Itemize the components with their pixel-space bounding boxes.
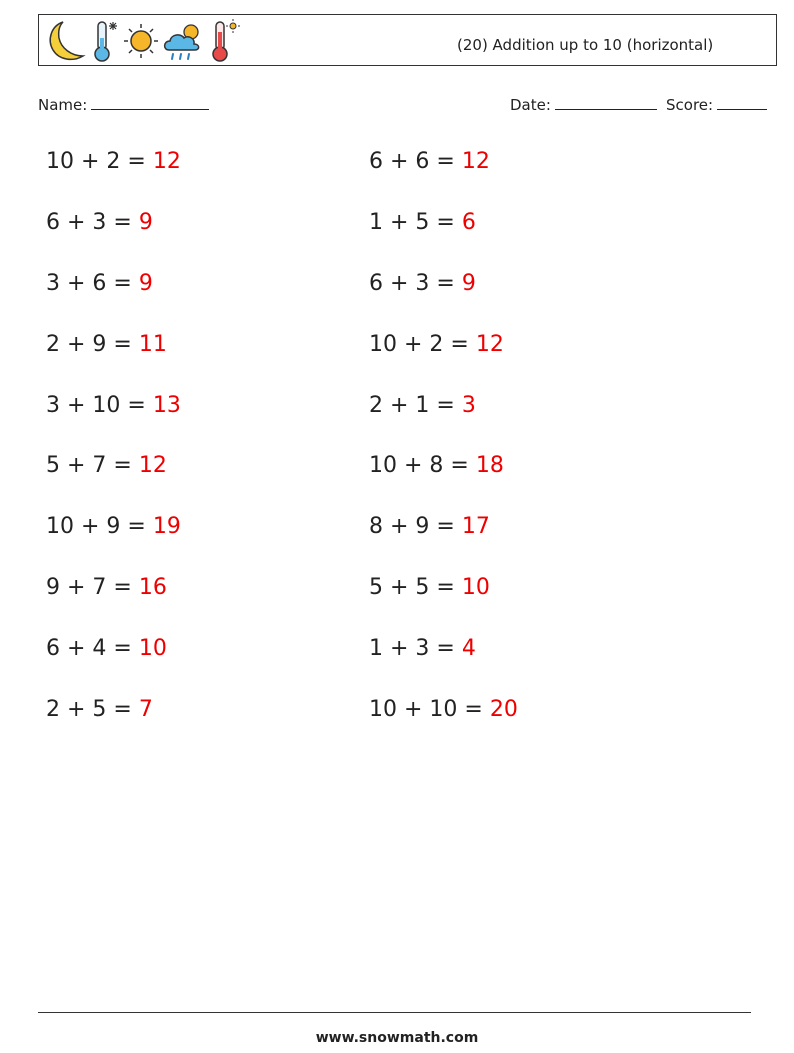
- problem-left-3: [46, 271, 153, 296]
- answer: 9: [138, 210, 153, 235]
- problem-right-7: [369, 514, 490, 539]
- question: 9 + 7 =: [46, 575, 139, 600]
- question: 2 + 5 =: [46, 697, 139, 722]
- question: 1 + 5 =: [369, 210, 462, 235]
- question: 5 + 7 =: [46, 453, 139, 478]
- answer: 11: [138, 332, 167, 357]
- answer: 9: [138, 271, 153, 296]
- question: 1 + 3 =: [369, 636, 462, 661]
- score-label: Score:: [666, 96, 714, 114]
- answer: 16: [138, 575, 167, 600]
- problem-left-9: [46, 636, 167, 661]
- footer-url[interactable]: www.snowmath.com: [315, 1030, 479, 1046]
- problem-left-5: [46, 393, 181, 418]
- worksheet-header: [38, 14, 777, 66]
- question: 10 + 2 =: [369, 332, 476, 357]
- answer: 3: [461, 393, 476, 418]
- date-label: Date:: [510, 96, 551, 114]
- rain-cloud-icon: [161, 18, 207, 64]
- question: 10 + 10 =: [369, 697, 490, 722]
- problem-left-7: [46, 514, 181, 539]
- problem-right-10: [369, 697, 518, 722]
- answer: 20: [489, 697, 518, 722]
- problem-left-2: [46, 210, 153, 235]
- answer: 4: [461, 636, 476, 661]
- answer: 17: [461, 514, 490, 539]
- sun-icon: [121, 18, 161, 64]
- problem-right-1: [369, 149, 490, 174]
- question: 3 + 6 =: [46, 271, 139, 296]
- worksheet-title: (20) Addition up to 10 (horizontal): [457, 36, 714, 54]
- question: 10 + 9 =: [46, 514, 153, 539]
- answer: 12: [461, 149, 490, 174]
- footer-divider: [38, 1012, 751, 1013]
- question: 2 + 9 =: [46, 332, 139, 357]
- question: 2 + 1 =: [369, 393, 462, 418]
- answer: 10: [138, 636, 167, 661]
- question: 5 + 5 =: [369, 575, 462, 600]
- problem-right-5: [369, 393, 476, 418]
- answer: 12: [138, 453, 167, 478]
- problem-right-8: [369, 575, 490, 600]
- problem-left-6: [46, 453, 167, 478]
- moon-icon: [43, 18, 87, 64]
- question: 6 + 4 =: [46, 636, 139, 661]
- question: 8 + 9 =: [369, 514, 462, 539]
- problem-right-3: [369, 271, 476, 296]
- answer: 7: [138, 697, 153, 722]
- problem-left-4: [46, 332, 167, 357]
- name-blank[interactable]: [91, 94, 209, 110]
- answer: 10: [461, 575, 490, 600]
- answer: 13: [152, 393, 181, 418]
- problem-right-6: [369, 453, 504, 478]
- score-blank[interactable]: [717, 94, 767, 110]
- score-field: [666, 94, 767, 114]
- question: 3 + 10 =: [46, 393, 153, 418]
- question: 10 + 8 =: [369, 453, 476, 478]
- problem-right-4: [369, 332, 504, 357]
- date-field: [510, 94, 657, 114]
- name-field: [38, 94, 209, 114]
- date-blank[interactable]: [555, 94, 657, 110]
- answer: 9: [461, 271, 476, 296]
- cold-thermometer-icon: [87, 18, 121, 64]
- question: 6 + 3 =: [369, 271, 462, 296]
- question: 10 + 2 =: [46, 149, 153, 174]
- answer: 12: [152, 149, 181, 174]
- answer: 18: [475, 453, 504, 478]
- answer: 19: [152, 514, 181, 539]
- question: 6 + 3 =: [46, 210, 139, 235]
- answer: 12: [475, 332, 504, 357]
- problem-right-9: [369, 636, 476, 661]
- problem-left-10: [46, 697, 153, 722]
- name-label: Name:: [38, 96, 88, 114]
- problem-left-8: [46, 575, 167, 600]
- answer: 6: [461, 210, 476, 235]
- weather-icon-strip: [43, 17, 241, 65]
- problem-left-1: [46, 149, 181, 174]
- hot-thermometer-icon: [207, 18, 241, 64]
- question: 6 + 6 =: [369, 149, 462, 174]
- problem-right-2: [369, 210, 476, 235]
